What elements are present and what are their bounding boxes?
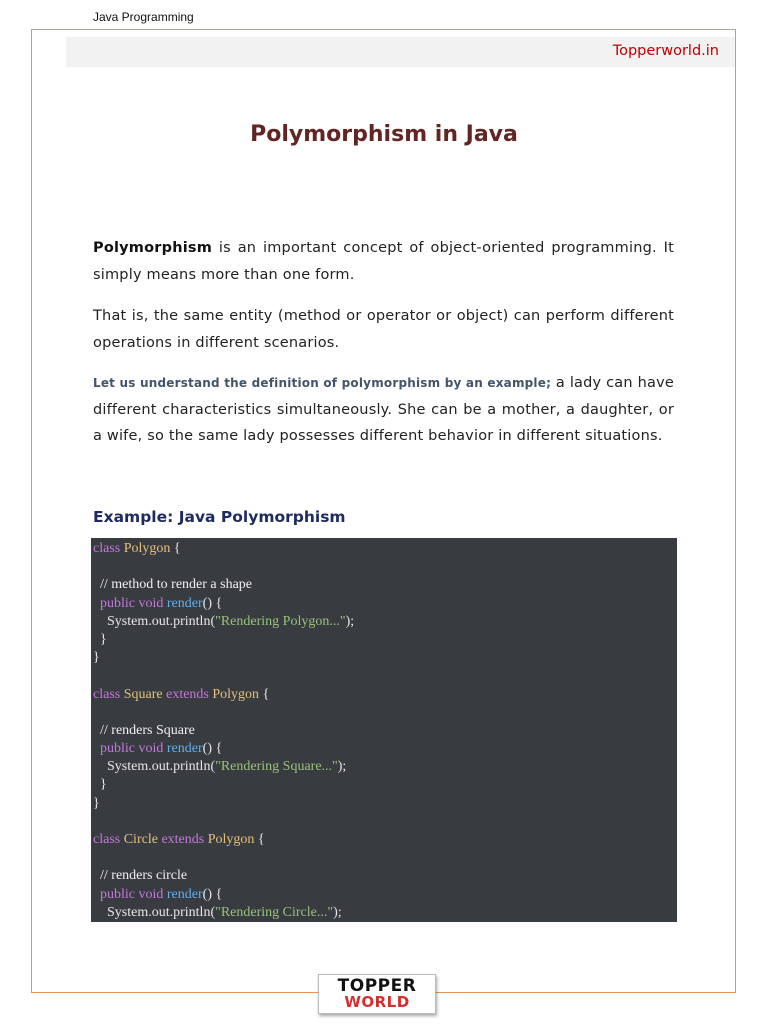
page-title: Polymorphism in Java — [250, 122, 518, 147]
running-header: Java Programming — [93, 10, 194, 24]
code-token: public void — [93, 595, 164, 611]
code-token: ); — [345, 613, 355, 629]
example-lead: Let us understand the definition of polymorphism by an example; — [93, 376, 552, 390]
code-token: Polygon — [123, 541, 171, 556]
logo-text-top: TOPPER — [337, 976, 417, 996]
code-token: "Rendering Square..." — [215, 759, 338, 775]
code-line — [91, 795, 677, 813]
topperworld-logo — [318, 974, 436, 1014]
code-token: ); — [333, 904, 342, 920]
code-token: ); — [337, 759, 347, 775]
intro-paragraph — [93, 235, 674, 288]
code-token: render — [166, 741, 203, 757]
code-line — [91, 886, 677, 904]
code-token: } — [93, 777, 107, 793]
code-token: () { — [202, 595, 223, 611]
code-line — [91, 704, 677, 722]
code-token: Polygon — [212, 686, 260, 702]
code-line — [91, 649, 677, 667]
code-token: "Rendering Circle..." — [215, 904, 334, 920]
code-token: } — [93, 795, 100, 811]
code-token: } — [93, 631, 107, 647]
example-heading: Example: Java Polymorphism — [93, 508, 346, 526]
code-token: render — [166, 886, 203, 902]
code-token: class — [93, 686, 121, 702]
polymorphism-term: Polymorphism — [93, 240, 213, 256]
code-token: { — [254, 832, 265, 847]
code-line — [91, 631, 677, 649]
code-token: () { — [202, 886, 223, 902]
code-token: System.out.println( — [93, 613, 216, 629]
code-token: render — [166, 595, 203, 611]
entity-paragraph: That is, the same entity (method or operator or object) can perform different operations in different scenarios. — [93, 308, 674, 351]
code-line — [91, 849, 677, 867]
code-line — [91, 813, 677, 831]
code-line — [91, 686, 677, 704]
code-token: class — [93, 541, 121, 556]
code-token: "Rendering Polygon..." — [215, 613, 346, 629]
code-block — [91, 538, 677, 922]
code-token: Square — [123, 686, 163, 702]
code-line — [91, 831, 677, 849]
code-token: // method to render a shape — [93, 577, 253, 593]
code-line — [91, 722, 677, 740]
code-token: System.out.println( — [93, 759, 216, 775]
code-line — [91, 740, 677, 758]
intro-text: is an important concept of object-oriented programming. It simply means more than one form. — [93, 240, 674, 283]
code-token: // renders circle — [93, 868, 188, 884]
code-line — [91, 904, 677, 922]
code-line — [91, 613, 677, 631]
code-token: { — [259, 686, 270, 702]
code-token: extends — [161, 832, 205, 847]
code-token: Circle — [123, 832, 158, 847]
example-text: a lady can have different characteristics simultaneously. She can be a mother, a daughter, or a wife, so the same lady possesses different behavior in different situations. — [93, 375, 674, 445]
code-token: extends — [166, 686, 209, 702]
code-line — [91, 558, 677, 576]
brand-name: Topperworld.in — [612, 43, 719, 59]
code-line — [91, 867, 677, 885]
example-paragraph — [93, 370, 674, 450]
code-line — [91, 576, 677, 594]
code-token: Polygon — [207, 832, 255, 847]
code-token: System.out.println( — [93, 904, 216, 920]
code-token: // renders Square — [93, 722, 195, 738]
brand-bar — [66, 37, 735, 67]
code-line — [91, 540, 677, 558]
code-token: public void — [93, 741, 164, 757]
code-token: { — [170, 541, 181, 556]
code-line — [91, 776, 677, 794]
code-token: } — [93, 650, 100, 666]
code-token: () { — [202, 741, 223, 757]
code-line — [91, 758, 677, 776]
logo-text-bottom: WORLD — [344, 993, 410, 1011]
code-line — [91, 595, 677, 613]
code-token: class — [93, 832, 121, 847]
code-line — [91, 667, 677, 685]
code-token: public void — [93, 886, 164, 902]
